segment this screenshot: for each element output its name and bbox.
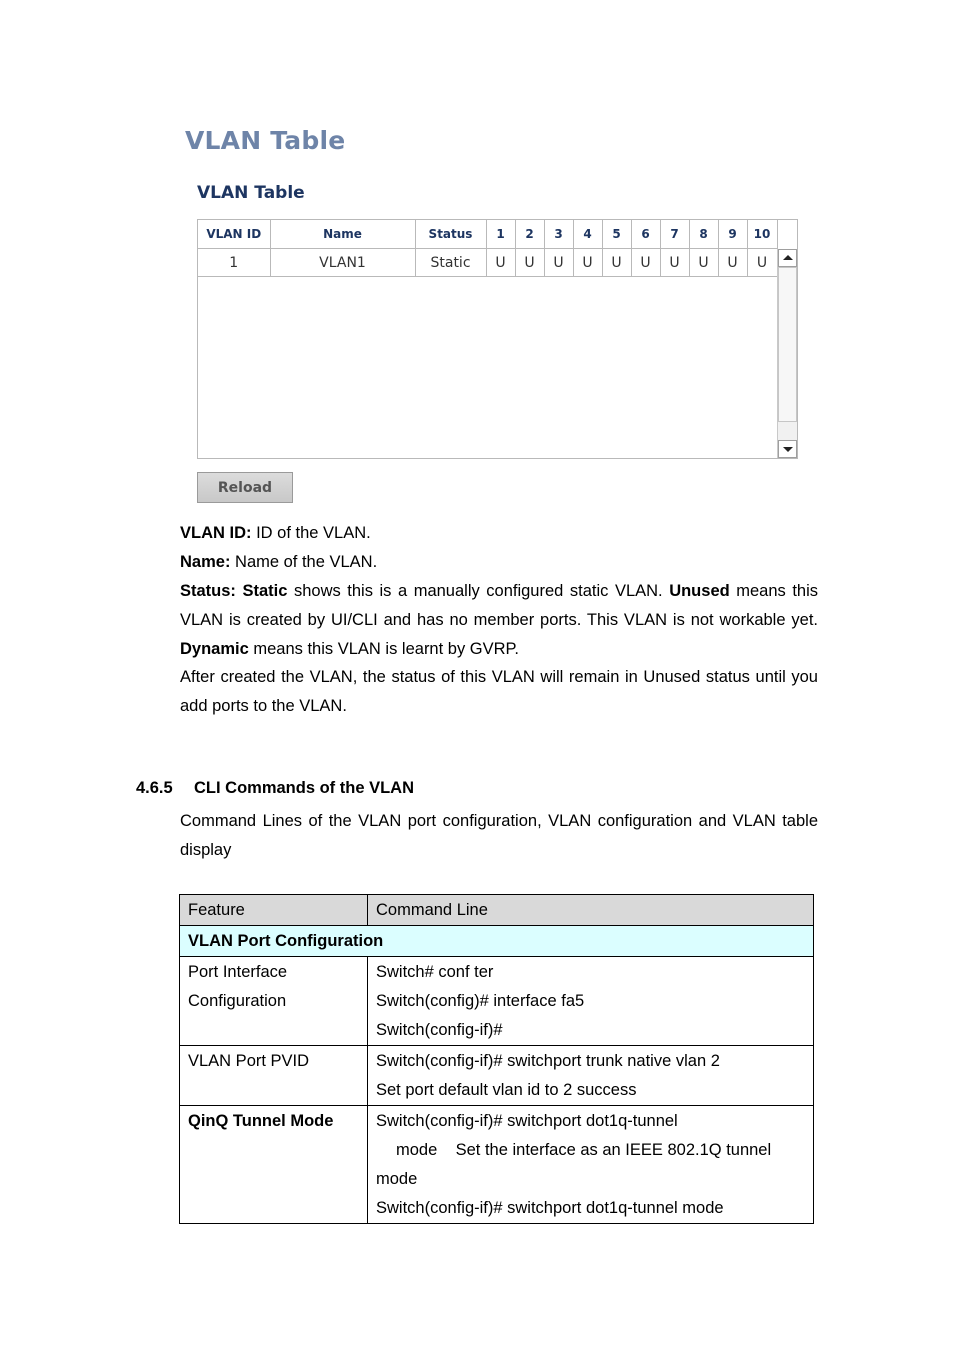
cell-port-5: U bbox=[602, 249, 631, 277]
feature-text: VLAN Port PVID bbox=[188, 1052, 310, 1070]
cell-port-9: U bbox=[718, 249, 747, 277]
after-created-note: After created the VLAN, the status of this VLAN will remain in Unused status until you add ports to the VLAN. bbox=[180, 668, 818, 715]
section-number: 4.6.5 bbox=[136, 779, 173, 797]
table-row bbox=[180, 957, 814, 1046]
cli-commands-table bbox=[179, 894, 814, 1224]
cell-port-6: U bbox=[631, 249, 660, 277]
cli-section-row bbox=[180, 926, 814, 957]
table-row bbox=[180, 1046, 814, 1106]
command-cell bbox=[368, 957, 814, 1046]
col-port-6: 6 bbox=[631, 220, 660, 249]
col-command-line: Command Line bbox=[368, 895, 814, 926]
cell-port-8: U bbox=[689, 249, 718, 277]
vlan-table-subtitle: VLAN Table bbox=[197, 183, 305, 203]
vertical-scrollbar[interactable] bbox=[777, 249, 797, 458]
col-port-7: 7 bbox=[660, 220, 689, 249]
cell-port-1: U bbox=[486, 249, 515, 277]
desc-name bbox=[180, 548, 377, 577]
desc-status-text-1: shows this is a manually configured static VLAN. bbox=[287, 582, 670, 600]
section-title: CLI Commands of the VLAN bbox=[194, 779, 415, 797]
reload-button[interactable]: Reload bbox=[197, 472, 293, 503]
feature-cell bbox=[180, 1106, 368, 1224]
command-line: Switch(config-if)# bbox=[376, 1021, 503, 1039]
command-line: Switch(config)# interface fa5 bbox=[376, 992, 585, 1010]
feature-cell bbox=[180, 957, 368, 1046]
feature-text: QinQ Tunnel Mode bbox=[188, 1112, 334, 1130]
feature-text: Configuration bbox=[188, 992, 287, 1010]
vlan-table bbox=[198, 220, 778, 277]
col-name: Name bbox=[270, 220, 415, 249]
table-row bbox=[180, 1106, 814, 1224]
cell-port-7: U bbox=[660, 249, 689, 277]
col-port-3: 3 bbox=[544, 220, 573, 249]
term-dynamic: Dynamic bbox=[180, 640, 249, 658]
arrow-up-icon bbox=[783, 255, 793, 260]
cell-port-3: U bbox=[544, 249, 573, 277]
feature-text: Port Interface bbox=[188, 963, 288, 981]
scrollbar-thumb[interactable] bbox=[778, 267, 797, 422]
col-port-10: 10 bbox=[747, 220, 777, 249]
command-cell bbox=[368, 1046, 814, 1106]
scroll-up-button[interactable] bbox=[778, 249, 797, 267]
cell-port-2: U bbox=[515, 249, 544, 277]
desc-vlan-id bbox=[180, 519, 371, 548]
vlan-port-configuration-heading: VLAN Port Configuration bbox=[180, 926, 814, 957]
col-status: Status bbox=[415, 220, 486, 249]
command-line: Switch(config-if)# switchport dot1q-tunnel mode bbox=[376, 1199, 724, 1217]
vlan-table-header-row bbox=[198, 220, 777, 249]
command-line: Switch(config-if)# switchport dot1q-tunnel bbox=[376, 1112, 678, 1130]
col-port-9: 9 bbox=[718, 220, 747, 249]
vlan-table-panel bbox=[197, 219, 798, 459]
term-unused: Unused bbox=[669, 582, 730, 600]
cell-status: Static bbox=[415, 249, 486, 277]
command-line: Set port default vlan id to 2 success bbox=[376, 1081, 637, 1099]
command-line: Switch(config-if)# switchport trunk native vlan 2 bbox=[376, 1052, 720, 1070]
term-status: Status: bbox=[180, 582, 236, 600]
cell-vlan-id: 1 bbox=[198, 249, 270, 277]
command-line: Switch# conf ter bbox=[376, 963, 494, 981]
term-name: Name: bbox=[180, 553, 231, 571]
desc-status-text-2: means this VLAN is created by UI/CLI and has no member ports. This VLAN is not workable yet. bbox=[180, 582, 818, 629]
cell-name: VLAN1 bbox=[270, 249, 415, 277]
term-vlan-id: VLAN ID: bbox=[180, 524, 252, 542]
feature-cell bbox=[180, 1046, 368, 1106]
col-feature: Feature bbox=[180, 895, 368, 926]
command-line: mode Set the interface as an IEEE 802.1Q tunnel bbox=[396, 1141, 772, 1159]
section-heading bbox=[136, 779, 414, 798]
col-port-5: 5 bbox=[602, 220, 631, 249]
section-intro: Command Lines of the VLAN port configuration, VLAN configuration and VLAN table display bbox=[180, 812, 818, 859]
command-cell bbox=[368, 1106, 814, 1224]
desc-status bbox=[180, 577, 818, 664]
cell-port-10: U bbox=[747, 249, 777, 277]
col-port-4: 4 bbox=[573, 220, 602, 249]
col-port-8: 8 bbox=[689, 220, 718, 249]
arrow-down-icon bbox=[783, 447, 793, 452]
cell-port-4: U bbox=[573, 249, 602, 277]
desc-status-text-3: means this VLAN is learnt by GVRP. bbox=[248, 640, 520, 658]
col-port-2: 2 bbox=[515, 220, 544, 249]
cli-table-header-row bbox=[180, 895, 814, 926]
term-static: Static bbox=[242, 582, 288, 600]
desc-vlan-id-text: ID of the VLAN. bbox=[251, 524, 371, 542]
command-line: mode bbox=[376, 1170, 418, 1188]
desc-name-text: Name of the VLAN. bbox=[230, 553, 378, 571]
col-vlan-id: VLAN ID bbox=[198, 220, 270, 249]
screenshot-title: VLAN Table bbox=[185, 126, 346, 155]
col-port-1: 1 bbox=[486, 220, 515, 249]
table-row[interactable] bbox=[198, 249, 777, 277]
scroll-down-button[interactable] bbox=[778, 440, 797, 458]
